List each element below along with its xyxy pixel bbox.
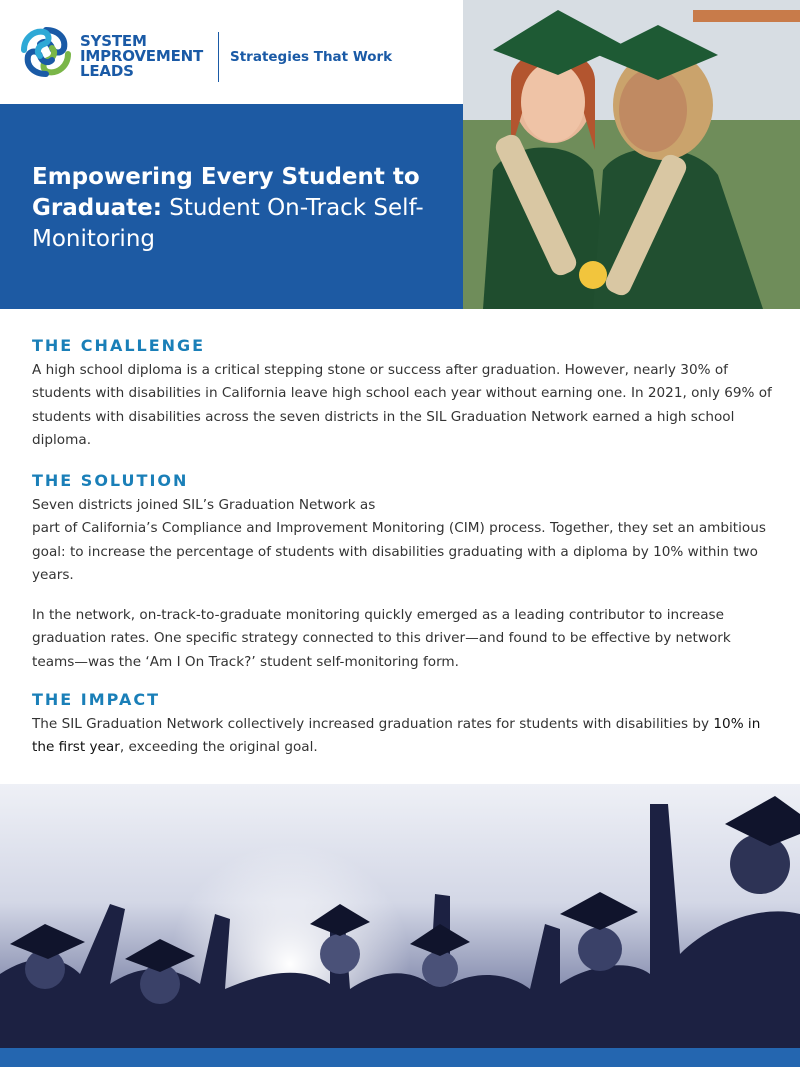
- challenge-text: A high school diploma is a critical stepping stone or success after graduation. However, nearly 30% of students with disabilities in California leave high school each year without earning one. In 2021, only 69% of students with disabilities across the seven districts in the SIL Graduation Network earned a high school diploma.: [32, 362, 772, 448]
- hero-banner: [0, 104, 463, 309]
- solution-line-1: Seven districts joined SIL’s Graduation Network as: [32, 497, 376, 513]
- solution-text-1: part of California’s Compliance and Improvement Monitoring (CIM) process. Together, they set an ambitious goal: to increase the percentage of students with disabilities graduating with a diploma by 10% within two years.: [32, 520, 766, 583]
- impact-text-emphasis: 10% in the first year: [32, 716, 761, 756]
- logo-icon: [18, 24, 74, 80]
- impact-text-after: , exceeding the original goal.: [119, 739, 318, 756]
- logo-line-3: LEADS: [80, 62, 134, 80]
- header: [0, 0, 463, 104]
- celebrating-graduates-image: [0, 784, 800, 1048]
- challenge-heading: THE CHALLENGE: [32, 336, 206, 355]
- solution-text-2: In the network, on-track-to-graduate monitoring quickly emerged as a leading contributor to increase graduation rates. One specific strategy connected to this driver—and found to be effective by network teams—was the ‘Am I On Track?’ student self-monitoring form.: [32, 607, 731, 670]
- logo-divider: [218, 32, 219, 82]
- title-bold: Empowering Every Student to Graduate:: [32, 164, 420, 221]
- graduates-celebration-illustration: [0, 784, 800, 1048]
- title-light: Student On-Track Self-Monitoring: [32, 195, 424, 252]
- impact-section: [32, 690, 777, 760]
- tagline: Strategies That Work: [230, 49, 393, 65]
- logo-line-2: IMPROVEMENT: [80, 47, 204, 65]
- solution-heading: THE SOLUTION: [32, 471, 189, 490]
- impact-text: [32, 713, 777, 760]
- graduates-hero-image: [463, 0, 800, 309]
- footer-bar: [0, 1048, 800, 1067]
- challenge-section: [32, 336, 777, 452]
- page-title: [32, 162, 442, 255]
- logo-wordmark: [80, 34, 203, 79]
- graduates-photo-illustration: [463, 0, 800, 309]
- impact-heading: THE IMPACT: [32, 690, 160, 709]
- solution-section: [32, 471, 777, 674]
- impact-text-before: The SIL Graduation Network collectively increased graduation rates for students with disabilities by: [32, 716, 710, 732]
- logo-line-1: SYSTEM: [80, 32, 147, 50]
